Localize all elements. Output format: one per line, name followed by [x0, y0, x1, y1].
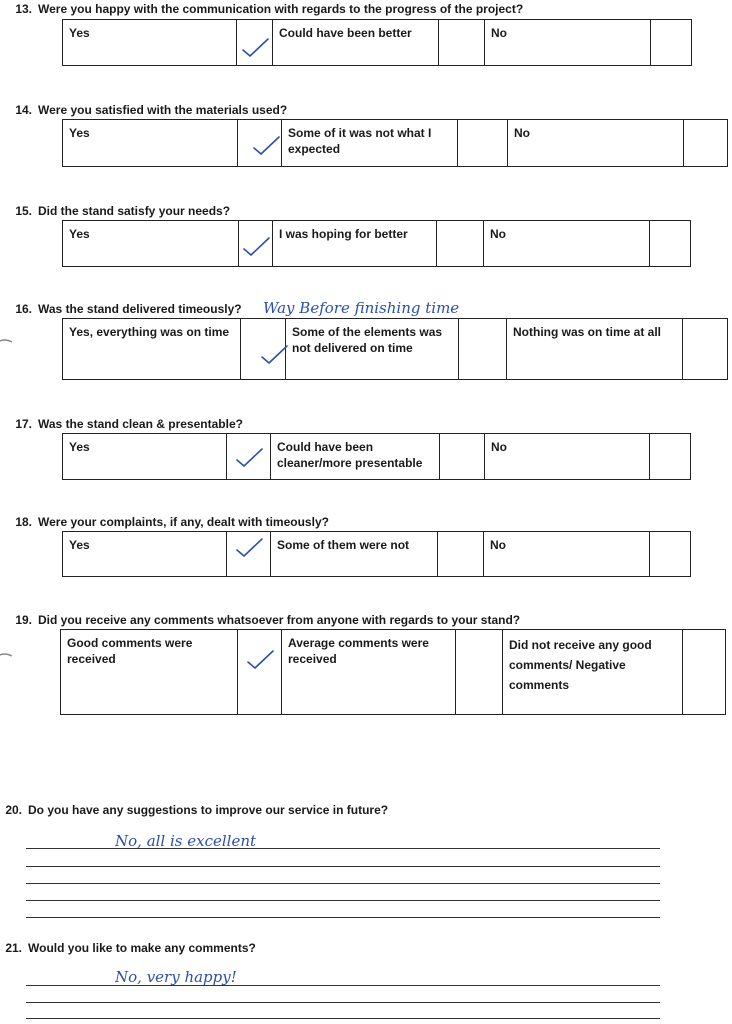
checkbox-middle[interactable] [438, 532, 484, 577]
checkbox-average[interactable] [456, 630, 503, 715]
option-middle-label: Some of the elements was not delivered on time [286, 319, 459, 380]
checkbox-yes[interactable] [237, 20, 273, 66]
handwritten-answer-16: Way Before finishing time [263, 299, 460, 317]
answer-line [26, 917, 660, 918]
question-15: 15. Did the stand satisfy your needs? [15, 204, 231, 218]
checkbox-no[interactable] [684, 120, 728, 167]
answer-line [26, 900, 660, 901]
option-average-label: Average comments were received [282, 630, 456, 715]
question-17: 17. Was the stand clean & presentable? [15, 417, 243, 431]
punch-hole-mark [0, 334, 16, 356]
option-middle-label: Some of it was not what I expected [282, 120, 458, 167]
option-middle-label: Some of them were not [271, 532, 438, 577]
option-yes-label: Yes [63, 434, 227, 480]
question-13: 13. Were you happy with the communication with regards to the progress of the project? [15, 2, 524, 16]
question-19: 19. Did you receive any comments whatsoever from anyone with regards to your stand? [15, 613, 521, 627]
option-yes-label: Yes [63, 532, 227, 577]
checkbox-middle[interactable] [440, 434, 485, 480]
checkmark-icon [260, 343, 290, 367]
option-no-label: No [485, 434, 650, 480]
option-yes-label: Yes [63, 221, 239, 267]
checkbox-negative[interactable] [683, 630, 726, 715]
checkmark-icon [235, 536, 265, 560]
option-good-label: Good comments were received [61, 630, 238, 715]
answer-line [26, 1018, 660, 1019]
option-no-label: No [484, 221, 650, 267]
answer-line [26, 985, 660, 986]
answer-line [26, 883, 660, 884]
option-no-label: No [484, 532, 650, 577]
options-table-18 [62, 531, 691, 577]
option-yes-label: Yes [63, 20, 237, 66]
checkbox-middle[interactable] [439, 20, 485, 66]
checkbox-no[interactable] [683, 319, 728, 380]
option-yes-label: Yes [63, 120, 238, 167]
options-table-17 [62, 433, 691, 480]
checkbox-no[interactable] [651, 20, 692, 66]
question-18: 18. Were your complaints, if any, dealt with timeously? [15, 515, 329, 529]
option-no-label: No [508, 120, 684, 167]
checkbox-no[interactable] [650, 532, 691, 577]
option-negative-label: Did not receive any good comments/ Negative comments [503, 630, 683, 715]
checkbox-yes[interactable] [227, 532, 271, 577]
option-middle-label: Could have been better [273, 20, 439, 66]
options-table-19 [60, 629, 726, 715]
answer-21-handwriting[interactable]: No, very happy! [115, 968, 237, 986]
options-table-15 [62, 220, 691, 267]
checkmark-icon [241, 36, 271, 60]
checkmark-icon [246, 648, 276, 672]
checkbox-middle[interactable] [437, 221, 484, 267]
checkmark-icon [252, 134, 282, 158]
options-table-14 [62, 119, 728, 167]
checkbox-middle[interactable] [458, 120, 508, 167]
punch-hole-mark [0, 648, 16, 670]
option-middle-label: I was hoping for better [273, 221, 437, 267]
options-table-13 [62, 19, 692, 66]
answer-20-handwriting[interactable]: No, all is excellent [115, 832, 257, 850]
answer-line [26, 848, 660, 849]
checkmark-icon [242, 235, 272, 259]
option-no-label: No [485, 20, 651, 66]
question-14: 14. Were you satisfied with the materials used? [15, 103, 288, 117]
question-16: 16. Was the stand delivered timeously? [15, 302, 242, 316]
question-20: 20. Do you have any suggestions to improve our service in future? [5, 803, 389, 817]
checkbox-yes[interactable] [238, 120, 282, 167]
checkbox-middle[interactable] [459, 319, 507, 380]
option-no-label: Nothing was on time at all [507, 319, 683, 380]
option-yes-label: Yes, everything was on time [63, 319, 241, 380]
checkbox-no[interactable] [650, 434, 691, 480]
checkbox-yes[interactable] [239, 221, 273, 267]
checkbox-yes[interactable] [227, 434, 271, 480]
options-table-16 [62, 318, 728, 380]
checkbox-good[interactable] [238, 630, 282, 715]
answer-line [26, 1002, 660, 1003]
answer-line [26, 866, 660, 867]
checkbox-no[interactable] [650, 221, 691, 267]
checkmark-icon [235, 446, 265, 470]
option-middle-label: Could have been cleaner/more presentable [271, 434, 440, 480]
question-21: 21. Would you like to make any comments? [5, 941, 256, 955]
